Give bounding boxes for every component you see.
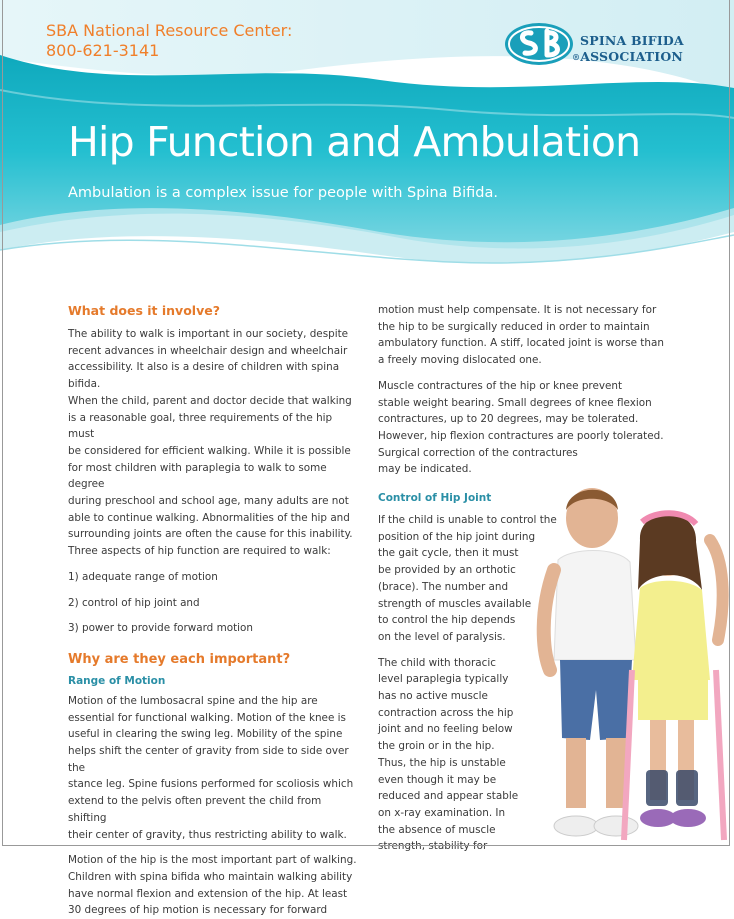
page-border — [2, 0, 730, 846]
subheading-control-hip-joint: Control of Hip Joint — [378, 492, 492, 505]
heading-why-important: Why are they each important? — [68, 651, 291, 667]
text-line: able to continue walking. Abnormalities of the hip and — [68, 511, 350, 524]
text-line: If the child is unable to control the — [378, 514, 557, 527]
paragraph-hip-motion — [68, 852, 358, 919]
resource-center-name: SBA National Resource Center: — [46, 21, 293, 40]
heading-what-involve: What does it involve? — [68, 303, 220, 318]
text-line: motion must help compensate. It is not necessary for — [378, 304, 657, 316]
logo-text-line1: SPINA BIFIDA — [580, 33, 684, 48]
subheading-range-of-motion: Range of Motion — [68, 674, 166, 687]
text-line: The ability to walk is important in our society, despite — [68, 328, 349, 340]
list-item: 3) power to provide forward motion — [68, 622, 253, 635]
text-line: However, hip flexion contractures are poorly tolerated. — [378, 429, 664, 442]
text-line: have normal flexion and extension of the hip. At least — [68, 887, 348, 900]
text-line: accessibility. It also is a desire of children with spina bifida. — [68, 361, 340, 391]
text-line: for most children with paraplegia to walk to some degree — [68, 461, 327, 491]
text-line: on the level of paralysis. — [378, 630, 506, 643]
logo-text-line2-word: ASSOCIATION — [580, 49, 684, 64]
list-item: 2) control of hip joint and — [68, 596, 200, 609]
text-line: essential for functional walking. Motion of the knee is — [68, 711, 346, 724]
text-line: a freely moving dislocated one. — [378, 354, 542, 367]
text-line: contractures, up to 20 degrees, may be tolerated. — [378, 413, 639, 426]
text-line: When the child, parent and doctor decide that walking — [68, 394, 352, 407]
text-line: Muscle contractures of the hip or knee prevent — [378, 379, 623, 392]
text-line: be provided by an orthotic — [378, 564, 516, 577]
text-line: stance leg. Spine fusions performed for scoliosis which — [68, 778, 354, 791]
resource-center-phone[interactable]: 800-621-3141 — [46, 41, 160, 60]
text-line: the hip to be surgically reduced in order to maintain — [378, 320, 650, 333]
text-line: helps shift the center of gravity from side to side over the — [68, 745, 349, 774]
list-item: 1) adequate range of motion — [68, 570, 218, 583]
text-line: strength of muscles available — [378, 597, 532, 610]
text-line: is a reasonable goal, three requirements of the hip must — [68, 411, 333, 441]
text-line: reduced and appear stable — [378, 790, 519, 803]
text-line: their center of gravity, thus restricting ability to walk. — [68, 828, 347, 841]
text-line: ambulatory function. A stiff, located joint is worse than — [378, 337, 664, 350]
text-line: recent advances in wheelchair design and wheelchair — [68, 344, 348, 357]
text-line: Children with spina bifida who maintain walking ability — [68, 870, 353, 883]
text-line: (brace). The number and — [378, 580, 509, 593]
text-line: Thus, the hip is unstable — [378, 756, 506, 769]
text-line: even though it may be — [378, 773, 497, 786]
text-line: to control the hip depends — [378, 614, 516, 627]
text-line: Motion of the lumbosacral spine and the hip are — [68, 694, 318, 707]
text-line: Motion of the hip is the most important part of walking. — [68, 854, 357, 867]
text-line: during preschool and school age, many adults are not — [68, 495, 349, 508]
text-line: Surgical correction of the contractures — [378, 446, 578, 459]
text-line: useful in clearing the swing leg. Mobility of the spine — [68, 728, 343, 741]
text-line: position of the hip joint during — [378, 530, 536, 543]
text-line: strength, stability for — [378, 840, 488, 853]
text-line: the absence of muscle — [378, 823, 496, 836]
text-line: joint and no feeling below — [378, 723, 513, 736]
text-line: The child with thoracic — [378, 656, 496, 669]
page-subtitle: Ambulation is a complex issue for people with Spina Bifida. — [68, 185, 498, 201]
text-line: extend to the pelvis often prevent the child from shifting — [68, 795, 322, 824]
text-line: surrounding joints are often the cause for this inability. — [68, 528, 353, 541]
text-line: stable weight bearing. Small degrees of knee flexion — [378, 396, 652, 409]
page-title: Hip Function and Ambulation — [68, 118, 641, 166]
text-line: contraction across the hip — [378, 706, 514, 719]
registered-mark: ® — [572, 52, 581, 62]
text-line: the groin or in the hip. — [378, 740, 495, 753]
text-line: on x-ray examination. In — [378, 806, 506, 819]
text-line: has no active muscle — [378, 690, 488, 703]
text-line: the gait cycle, then it must — [378, 547, 519, 560]
text-line: be considered for efficient walking. While it is possible — [68, 444, 351, 457]
text-line: Three aspects of hip function are required to walk: — [68, 545, 331, 558]
text-line: may be indicated. — [378, 463, 472, 476]
text-line: level paraplegia typically — [378, 673, 509, 686]
text-line: 30 degrees of hip motion is necessary for forward — [68, 904, 328, 917]
